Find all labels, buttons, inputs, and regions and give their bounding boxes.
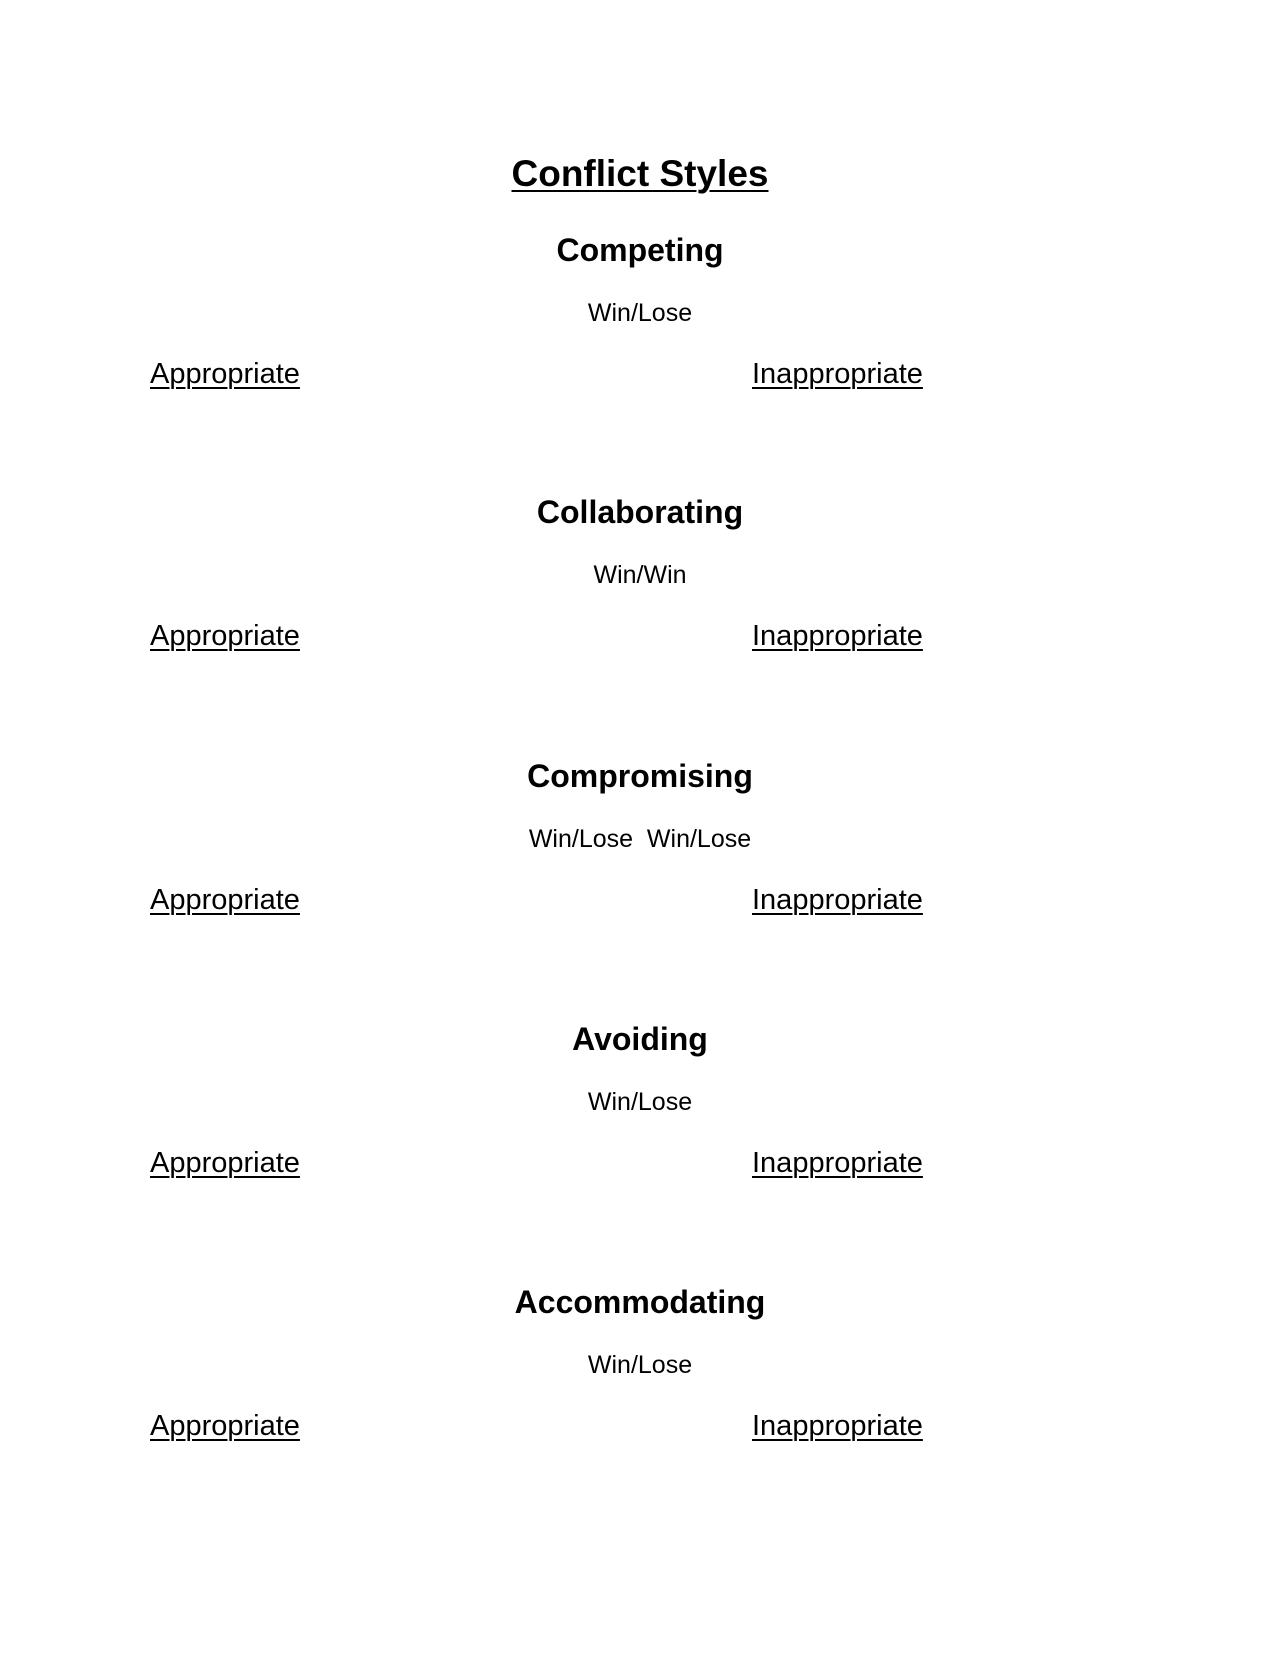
- style-heading: Competing: [556, 232, 724, 268]
- style-outcome: Win/Lose: [587, 299, 693, 327]
- page-title: [0, 152, 1280, 196]
- style-outcome: Win/Lose: [587, 1088, 693, 1116]
- appropriate-label: Appropriate: [150, 884, 300, 916]
- appropriate-label: Appropriate: [150, 358, 300, 390]
- inappropriate-label: Inappropriate: [752, 358, 923, 390]
- style-section-avoiding: [0, 1020, 1280, 1180]
- style-heading: Collaborating: [536, 494, 744, 530]
- appropriate-label: Appropriate: [150, 620, 300, 652]
- style-heading: Accommodating: [514, 1284, 766, 1320]
- appropriate-label: Appropriate: [150, 1147, 300, 1179]
- inappropriate-label: Inappropriate: [752, 884, 923, 916]
- appropriate-label: Appropriate: [150, 1410, 300, 1442]
- style-outcome: Win/Win: [593, 561, 687, 589]
- page-title-text: Conflict Styles: [511, 153, 769, 194]
- style-heading: Compromising: [527, 758, 753, 794]
- inappropriate-label: Inappropriate: [752, 620, 923, 652]
- style-section-collaborating: [0, 493, 1280, 653]
- style-section-accommodating: [0, 1283, 1280, 1443]
- style-outcome: Win/Lose: [587, 1351, 693, 1379]
- style-heading: Avoiding: [572, 1021, 708, 1057]
- style-section-competing: [0, 231, 1280, 391]
- inappropriate-label: Inappropriate: [752, 1410, 923, 1442]
- style-section-compromising: [0, 757, 1280, 917]
- inappropriate-label: Inappropriate: [752, 1147, 923, 1179]
- style-outcome: Win/Lose Win/Lose: [528, 825, 752, 853]
